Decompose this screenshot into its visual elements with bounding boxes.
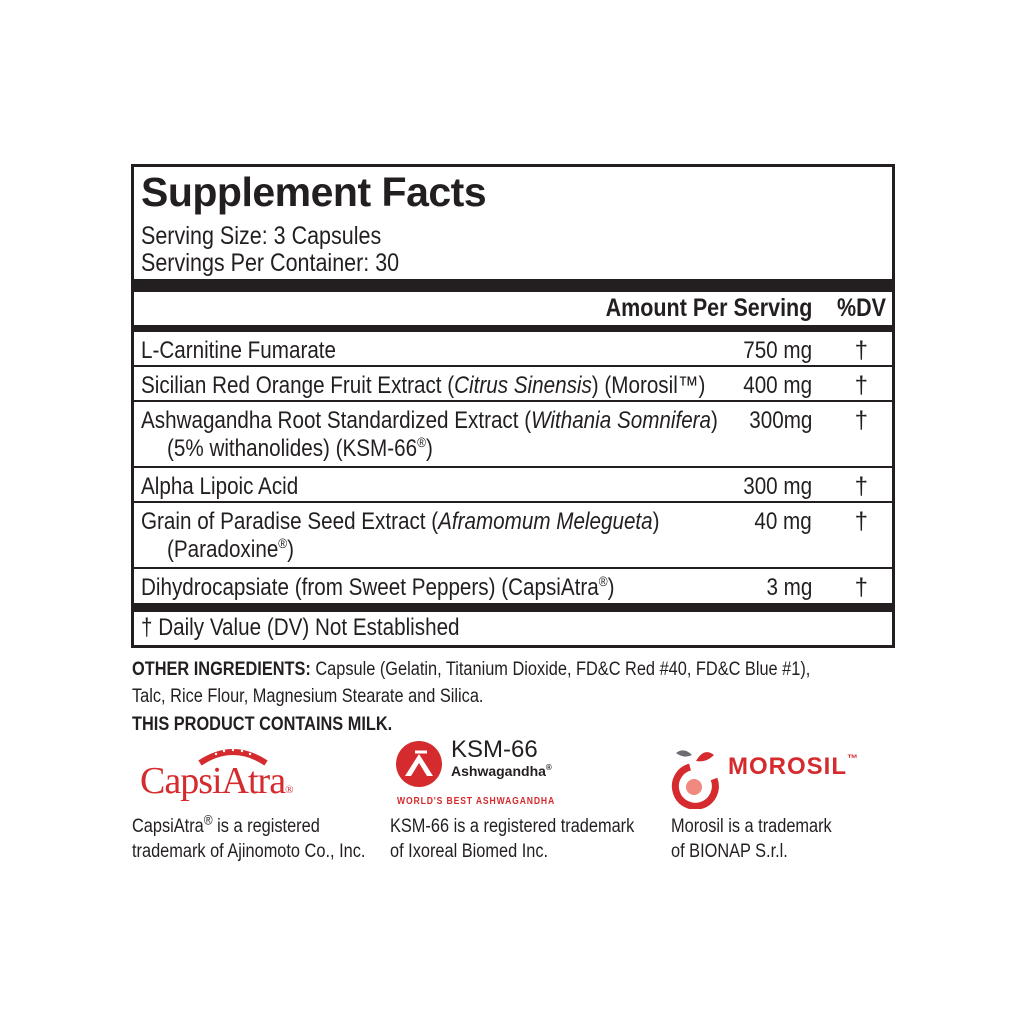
capsiatra-wordmark: CapsiAtra® [140,760,293,802]
ksm66-logo [395,738,605,810]
ingredient-name-line2: (Paradoxine®) [167,535,295,563]
medium-divider [134,325,892,332]
other-ingredients: OTHER INGREDIENTS: Capsule (Gelatin, Titanium Dioxide, FD&C Red #40, FD&C Blue #1), Talc, Rice Flour, Magnesium Stearate and Silica. [132,659,811,707]
ingredient-name-line2: (5% withanolides) (KSM-66®) [167,434,433,462]
dv-header: %DV [837,294,886,322]
table-row [134,569,892,602]
panel-title: Supplement Facts [141,169,487,215]
dv-footnote: † Daily Value (DV) Not Established [141,614,460,641]
ingredient-dv: † [854,407,868,434]
ingredient-name: Alpha Lipoic Acid [141,473,299,500]
table-row [134,367,892,400]
ingredient-dv: † [854,372,868,399]
morosil-wordmark: MOROSIL™ [728,753,859,780]
ingredient-amount: 300 mg [743,473,812,500]
capsiatra-caption: CapsiAtra® is a registered trademark of Ajinomoto Co., Inc. [132,811,366,862]
ingredient-amount: 3 mg [766,574,812,601]
ingredient-name: L-Carnitine Fumarate [141,337,337,364]
servings-per-container: Servings Per Container: 30 [141,249,400,277]
ingredient-amount: 750 mg [743,337,812,364]
ingredient-amount: 40 mg [754,508,812,535]
capsiatra-logo [138,743,318,809]
ingredient-dv: † [854,508,868,535]
morosil-orange-icon [670,745,722,809]
ksm66-caption: KSM-66 is a registered trademark of Ixoreal Biomed Inc. [390,816,635,862]
morosil-logo [670,745,890,809]
table-row [134,402,892,466]
morosil-caption: Morosil is a trademark of BIONAP S.r.l. [671,816,832,862]
ksm66-subtitle: Ashwagandha® [451,763,552,779]
serving-size: Serving Size: 3 Capsules [141,222,382,250]
table-row [134,332,892,365]
ingredient-name: Sicilian Red Orange Fruit Extract (Citrus Sinensis) (Morosil™) [141,372,706,399]
table-row [134,503,892,567]
supplement-facts-panel [131,164,895,648]
ingredient-dv: † [854,337,868,364]
table-row [134,468,892,501]
ingredient-name: Dihydrocapsiate (from Sweet Peppers) (CapsiAtra®) [141,573,615,601]
amount-per-serving-header: Amount Per Serving [605,294,812,322]
bottom-divider [134,603,892,612]
ksm66-wordmark: KSM-66 [451,736,538,763]
ksm66-emblem-icon [395,740,443,788]
other-ingredients-label: OTHER INGREDIENTS: [132,659,311,680]
ingredient-amount: 400 mg [743,372,812,399]
ingredient-dv: † [854,473,868,500]
ksm66-tagline: WORLD'S BEST ASHWAGANDHA [397,796,556,807]
ingredient-name: Ashwagandha Root Standardized Extract (Withania Somnifera) [141,407,718,434]
thick-divider [134,279,892,292]
ingredient-amount: 300mg [748,407,812,434]
allergen-statement: THIS PRODUCT CONTAINS MILK. [132,714,393,735]
ingredient-dv: † [854,574,868,601]
ingredient-name: Grain of Paradise Seed Extract (Aframomum Melegueta) [141,508,660,535]
